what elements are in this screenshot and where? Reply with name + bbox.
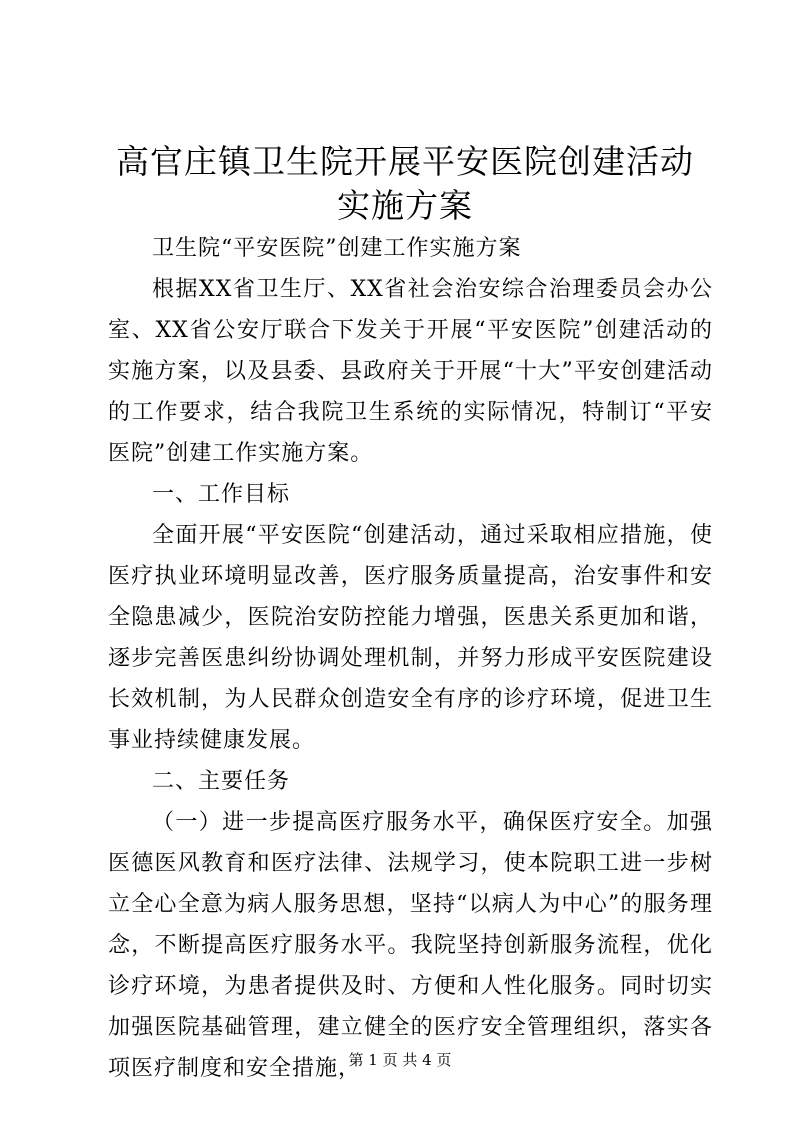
page-footer: 第 1 页 共 4 页 — [348, 1051, 452, 1069]
paragraph-intro: 根据XX省卫生厅、XX省社会治安综合治理委员会办公室、XX省公安厅联合下发关于开展“平安医院”创建活动的实施方案，以及县委、县政府关于开展“十大”平安创建活动的工作要求，结合我院卫生系统的实际情况，特制订“平安医院”创建工作实施方案。 — [108, 277, 713, 466]
paragraph-task-1: （一）进一步提高医疗服务水平，确保医疗安全。加强医德医风教育和医疗法律、法规学习，使本院职工进一步树立全心全意为病人服务思想，坚持“以病人为中心”的服务理念，不断提高医疗服务水平。我院坚持创新服务流程，优化诊疗环境，为患者提供及时、方便和人性化服务。同时切实加强医院基础管理，建立健全的医疗安全管理组织，落实各项医疗制度和安全措施， — [108, 810, 713, 1081]
section-heading-tasks: 二、主要任务 — [152, 769, 291, 794]
document-title: 高官庄镇卫生院开展平安医院创建活动实施方案 — [116, 142, 694, 225]
section-heading-goals: 一、工作目标 — [152, 482, 291, 507]
paragraph-goals: 全面开展“平安医院“创建活动，通过采取相应措施，使医疗执业环境明显改善，医疗服务质量提高，治安事件和安全隐患减少，医院治安防控能力增强，医患关系更加和谐，逐步完善医患纠纷协调处理机制，并努力形成平安医院建设长效机制，为人民群众创造安全有序的诊疗环境，促进卫生事业持续健康发展。 — [108, 523, 713, 753]
document-body — [108, 228, 713, 1089]
paragraph-subtitle: 卫生院“平安医院”创建工作实施方案 — [152, 236, 522, 261]
